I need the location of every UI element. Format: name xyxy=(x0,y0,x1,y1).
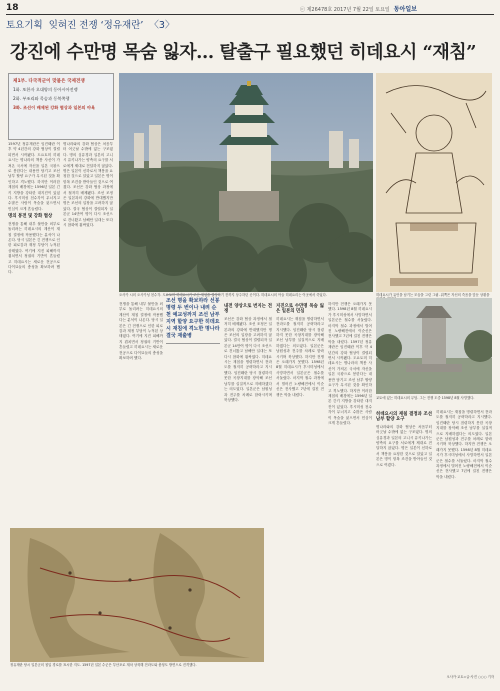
article-text: 하지만 전쟁은 오래가지 못했다. 1598년 8월 히데요시가 후시미성에서 사망하면서 일본군은 철수를 서둘렀다. 마지막 철수 과정에서 벌어진 노량해전에서 이순신은 전사했고 7년에 걸친 전쟁은 막을 내렸다. xyxy=(436,442,492,479)
castle-illustration xyxy=(119,73,373,292)
article-text: 명나라와의 강화 협상은 처음부터 어긋날 수밖에 없는 구조였다. 명의 심유경과 일본의 고니시 유키나가는 양측의 요구를 서로에게 제대로 전달하지 않았다. 명은 일본이 신하로서 책봉을 요청한 것으로 알았고 일본은 명이 항복 조건을 받아들인 것으로 여겼다. xyxy=(376,424,432,467)
article-text: 1597년 정유재란은 임진왜란 이후 약 4년간의 강화 협상이 결렬되면서 시작됐다. 도요토미 히데요시는 명나라의 책봉 사신이 가져온 국서에 자신을 일본 국왕으로 봉한다는 내용만 담기고 조선 남부 할양 요구가 무시된 것을 확인하고 격노했다. 하지만 이러한 재침의 배경에는 1596년 일본 긴키 지방을 강타한 대지진이 있었다. 후시미성 천수각이 무너지고 수많은 사람이 목숨을 잃으면서 민심이 크게 흔들렸다. xyxy=(328,339,372,425)
subhead: 지진으로 수만명 목숨 잃은 일본의 민심 xyxy=(276,304,324,315)
article-text: 전쟁을 통해 내부 불만을 외부로 돌리려는 히데요시의 계산이 재침 결정에 작용했다는 분석이 나온다. 당시 일본은 긴 전쟁으로 인한 피로감과 재정 부담이 누적된 상태였다. 여기에 지진 피해까지 겹치면서 정권의 기반이 흔들렸고 히데요시는 새로운 전공으로 다이묘들의 충성을 확보하려 했다. xyxy=(8,221,60,275)
main-photo-caption: 오사카 시의 오사카성 천수각. 도요토미 히데요시가 조선 재침을 결정하기 전까지 상주하던 곳이다. 히데요시의 아들 히데요리는 이곳에서 죽었다. xyxy=(119,293,327,297)
article-column-1 xyxy=(8,142,60,522)
drawing-illustration xyxy=(376,73,492,292)
article-column-3 xyxy=(119,302,163,522)
tomb-caption: 교토에 있는 히데요시의 무덤. 그는 전쟁 도중 1598년 8월 사망했다. xyxy=(376,396,475,400)
article-text: 히데요시는 재침을 명령하면서 전라도를 철저히 공략하라고 지시했다. 임진왜란 당시 점령하지 못한 곡창지대를 장악해 조선 남부를 실질적으로 지배하겠다는 의도였다. 일본군은 남원성과 전주를 차례로 함락시키며 북상했다. xyxy=(436,410,492,447)
article-text: 하지만 전쟁은 오래가지 못했다. 1598년 8월 히데요시가 후시미성에서 사망하면서 일본군은 철수를 서둘렀다. 마지막 철수 과정에서 벌어진 노량해전에서 이순신은 전사했고 7년에 걸친 전쟁은 막을 내렸다. xyxy=(276,354,324,397)
article-text: 명나라와의 강화 협상은 처음부터 어긋날 수밖에 없는 구조였다. 명의 심유경과 일본의 고니시 유키나가는 양측의 요구를 서로에게 제대로 전달하지 않았다. 명은 일본이 신하로서 책봉을 요청한 것으로 알았고 일본은 명이 항복 조건을 받아들인 것으로 여겼다. xyxy=(63,142,113,190)
article-text: 하지만 전쟁은 오래가지 못했다. 1598년 8월 히데요시가 후시미성에서 사망하면서 일본군은 철수를 서둘렀다. 마지막 철수 과정에서 벌어진 노량해전에서 이순신은 전사했고 7년에 걸친 전쟁은 막을 내렸다. xyxy=(328,302,372,344)
article-text: 조선은 강화 협상 과정에서 철저히 배제됐다. 조선 조정은 일본과의 강화에 반대했지만 명은 조선의 입장을 고려하지 않았다. 결국 협상이 결렬되자 일본군 14만여 명이 다시 조선으로 건너왔고 남해안 일대는 또다시 참화에 휩싸였다. xyxy=(63,185,113,228)
series-box xyxy=(8,73,114,140)
article-text: 히데요시는 재침을 명령하면서 전라도를 철저히 공략하라고 지시했다. 임진왜란 당시 점령하지 못한 곡창지대를 장악해 조선 남부를 실질적으로 지배하겠다는 의도였다. 일본군은 남원성과 전주를 차례로 함락시키며 북상했다. xyxy=(224,354,272,402)
article-column-8 xyxy=(436,410,492,662)
article-column-2 xyxy=(63,142,113,522)
pull-quote: 조선 명을 확보하라 선봉 명령 두 번이나 내려 순천 예교성까지 조선 남부지역 할양 요구한 히데요시 재침에 격노한 명나라 결국 재출병 xyxy=(166,294,220,344)
footer-credit: 오사카·교토=글·사진 ○○○ 기자 xyxy=(446,675,494,679)
masthead xyxy=(300,4,417,13)
series-box-item: 1화. 또한자 오대양의 동아시아전쟁 xyxy=(13,87,78,92)
article-column-4 xyxy=(224,302,272,522)
article-text: 조선은 강화 협상 과정에서 철저히 배제됐다. 조선 조정은 일본과의 강화에 반대했지만 명은 조선의 입장을 고려하지 않았다. 결국 협상이 결렬되자 일본군 14만여 명이 다시 조선으로 건너왔고 남해안 일대는 또다시 참화에 휩싸였다. xyxy=(224,316,272,359)
tomb-illustration xyxy=(376,298,492,394)
headline: 강진에 수만명 목숨 잃자… 탈출구 필요했던 히데요시 “재침” xyxy=(10,42,476,63)
series-box-item: 2화. 부조리와 목숨과 동북쪽행 xyxy=(13,96,70,101)
series-box-item: 3화. 조선이 배제된 강화 협상과 일본의 야욕 xyxy=(13,105,96,110)
series-header xyxy=(6,17,180,31)
top-rule xyxy=(6,14,494,15)
masthead-paper: 동아일보 xyxy=(393,6,417,13)
page-number: 18 xyxy=(6,3,19,13)
subhead: 내전 양상으로 번지는 전쟁 xyxy=(224,304,272,315)
article-column-5 xyxy=(276,302,324,662)
tomb-photo xyxy=(376,298,492,394)
series-part: 〈3〉 xyxy=(149,20,175,31)
drawing-caption: 히데요시가 유언을 남기는 모습을 그린 그림. 위쪽은 자신의 죽음을 앞둔 상황을 xyxy=(376,293,490,297)
series-tag: 토요기획 xyxy=(6,20,43,31)
series-title: 잊혀진 전쟁 ‘정유재란’ xyxy=(48,20,144,31)
map-illustration xyxy=(10,528,264,662)
article-column-7 xyxy=(376,410,432,662)
subhead: 명의 봉전 및 강화 협상 xyxy=(8,214,53,220)
article-column-6 xyxy=(328,302,372,662)
historical-drawing xyxy=(376,73,492,292)
article-text: 히데요시는 재침을 명령하면서 전라도를 철저히 공략하라고 지시했다. 임진왜란 당시 점령하지 못한 곡창지대를 장악해 조선 남부를 실질적으로 지배하겠다는 의도였다. 일본군은 남원성과 전주를 차례로 함락시키며 북상했다. xyxy=(276,316,324,359)
osaka-castle-photo xyxy=(119,73,373,292)
subhead: 히데요시의 재침 결정과 조선 남부 할양 요구 xyxy=(376,412,432,423)
invasion-map xyxy=(10,528,264,662)
article-text: 전쟁을 통해 내부 불만을 외부로 돌리려는 히데요시의 계산이 재침 결정에 작용했다는 분석이 나온다. 당시 일본은 긴 전쟁으로 인한 피로감과 재정 부담이 누적된 상태였다. 여기에 지진 피해까지 겹치면서 정권의 기반이 흔들렸고 히데요시는 새로운 전공으로 다이묘들의 충성을 확보하려 했다. xyxy=(119,302,163,361)
series-box-title: 제1부. 다국적군이 맞붙은 국제전쟁 xyxy=(13,79,85,84)
map-caption: 정유재란 당시 일본군의 침입 경로를 표시한 지도. 1597년 일본 수군은 부산포로 재차 상륙해 전라도와 충청도 방면으로 진격했다. xyxy=(10,663,197,667)
masthead-date: ⓒ 제26478호 2017년 7월 22일 토요일 xyxy=(300,7,390,13)
article-text: 1597년 정유재란은 임진왜란 이후 약 4년간의 강화 협상이 결렬되면서 시작됐다. 도요토미 히데요시는 명나라의 책봉 사신이 가져온 국서에 자신을 일본 국왕으로 봉한다는 내용만 담기고 조선 남부 할양 요구가 무시된 것을 확인하고 격노했다. 하지만 이러한 재침의 배경에는 1596년 일본 긴키 지방을 강타한 대지진이 있었다. 후시미성 천수각이 무너지고 수많은 사람이 목숨을 잃으면서 민심이 크게 흔들렸다. xyxy=(8,142,60,211)
